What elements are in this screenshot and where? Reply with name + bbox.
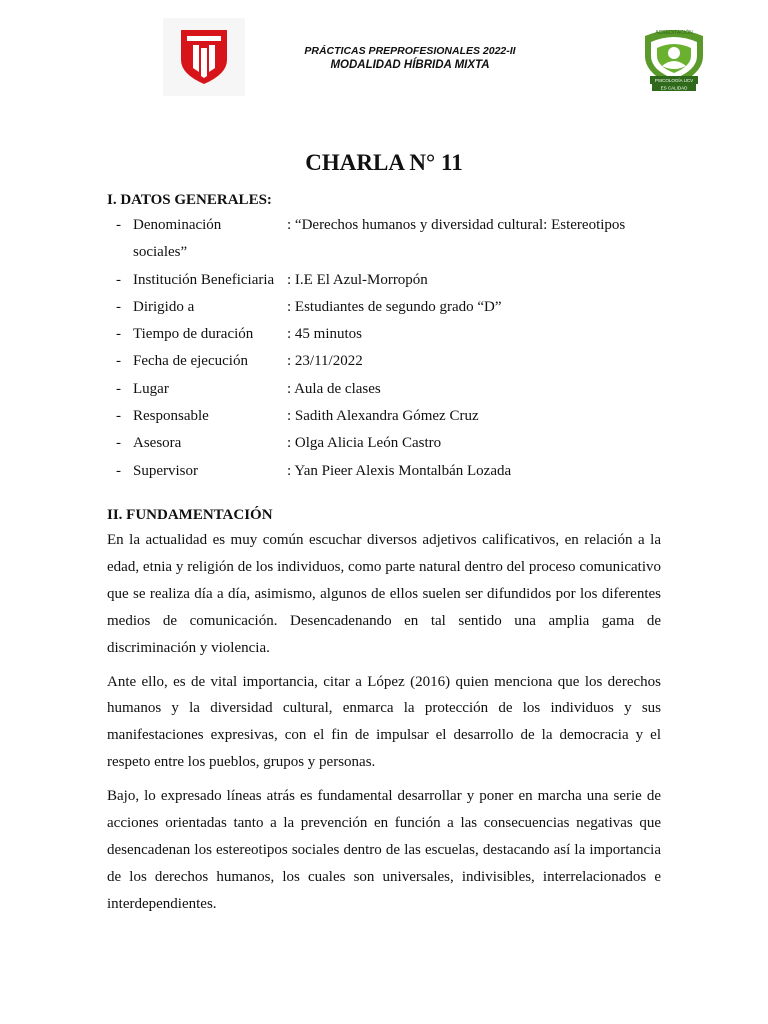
- field-value: : Olga Alicia León Castro: [287, 435, 442, 452]
- field-value: : Aula de clases: [287, 380, 381, 397]
- list-item: [107, 212, 661, 239]
- list-bullet: -: [116, 462, 121, 479]
- list-item: [107, 376, 661, 403]
- list-item: [107, 348, 661, 375]
- field-value: : “Derechos humanos y diversidad cultural: Estereotipos: [287, 217, 626, 233]
- list-bullet: -: [116, 408, 121, 425]
- header-line-2: MODALIDAD HÍBRIDA MIXTA: [330, 59, 490, 71]
- field-label: Asesora: [133, 435, 182, 452]
- field-value: : 23/11/2022: [287, 353, 363, 370]
- accreditation-seal-logo: [637, 26, 711, 94]
- list-item: [107, 321, 661, 348]
- section-fundamentacion-heading: II. FUNDAMENTACIÓN: [107, 506, 273, 523]
- seal-text-mid: PSICOLOGÍA UCV: [654, 78, 694, 83]
- field-value-continuation: sociales”: [133, 244, 188, 261]
- header-line-1: PRÁCTICAS PREPROFESIONALES 2022-II: [304, 45, 516, 57]
- list-bullet: -: [116, 326, 121, 343]
- field-value: : 45 minutos: [287, 326, 363, 343]
- seal-text-bottom: ES CALIDAD: [660, 85, 688, 91]
- paragraph: Bajo, lo expresado líneas atrás es fundamental desarrollar y poner en marcha una serie de acciones orientadas tanto a la prevención en función a las consecuencias negativas que desencadenan los estereotipos sociales dentro de las escuelas, destacando así la importancia de los derechos humanos, los cuales son universales, indivisibles, interrelacionados e interdependientes.: [107, 788, 661, 912]
- field-label: Institución Beneficiaria: [133, 271, 275, 288]
- field-label: Fecha de ejecución: [133, 353, 248, 370]
- header-text: [250, 44, 570, 73]
- field-value: : Sadith Alexandra Gómez Cruz: [287, 408, 479, 425]
- page-title: CHARLA N° 11: [305, 150, 463, 175]
- list-bullet: -: [116, 435, 121, 452]
- section-datos-generales-heading: I. DATOS GENERALES:: [107, 192, 272, 208]
- list-bullet: -: [116, 298, 121, 315]
- list-item: [107, 294, 661, 321]
- university-logo: [163, 18, 245, 96]
- field-value: : Estudiantes de segundo grado “D”: [287, 298, 502, 315]
- field-label: Tiempo de duración: [133, 326, 254, 343]
- list-bullet: -: [116, 217, 121, 233]
- list-bullet: -: [116, 271, 121, 288]
- paragraph: En la actualidad es muy común escuchar diversos adjetivos calificativos, en relación a la edad, etnia y religión de los individuos, como parte natural dentro del proceso comunicativo que se realiza día a día, asimismo, algunos de ellos suelen ser difundidos por los diferentes medios de comunicación. Desencadenando en tal sentido una amplia gama de discriminación y violencia.: [107, 531, 661, 656]
- field-label: Responsable: [133, 408, 209, 425]
- field-value: : Yan Pieer Alexis Montalbán Lozada: [287, 462, 512, 479]
- field-label: Supervisor: [133, 462, 198, 479]
- section-fundamentacion: [107, 503, 661, 918]
- list-item: [107, 430, 661, 457]
- list-item: [107, 403, 661, 430]
- paragraph: Ante ello, es de vital importancia, citar a López (2016) quien menciona que los derechos humanos y la diversidad cultural, enmarca la protección de los individuos y sus manifestaciones expresivas, con el fin de impulsar el desarrollo de la democracia y el respeto entre los pueblos, grupos y personas.: [107, 673, 661, 771]
- datos-generales-list: [107, 212, 661, 485]
- document-content: [107, 188, 661, 925]
- field-label: Denominación: [133, 217, 222, 233]
- field-label: Dirigido a: [133, 298, 195, 315]
- list-bullet: -: [116, 353, 121, 370]
- list-bullet: -: [116, 380, 121, 397]
- field-value: : I.E El Azul-Morropón: [287, 271, 428, 288]
- list-item: [107, 267, 661, 294]
- list-item: [107, 458, 661, 485]
- seal-text-top: ACREDITACIÓN: [655, 30, 693, 36]
- field-label: Lugar: [133, 380, 169, 397]
